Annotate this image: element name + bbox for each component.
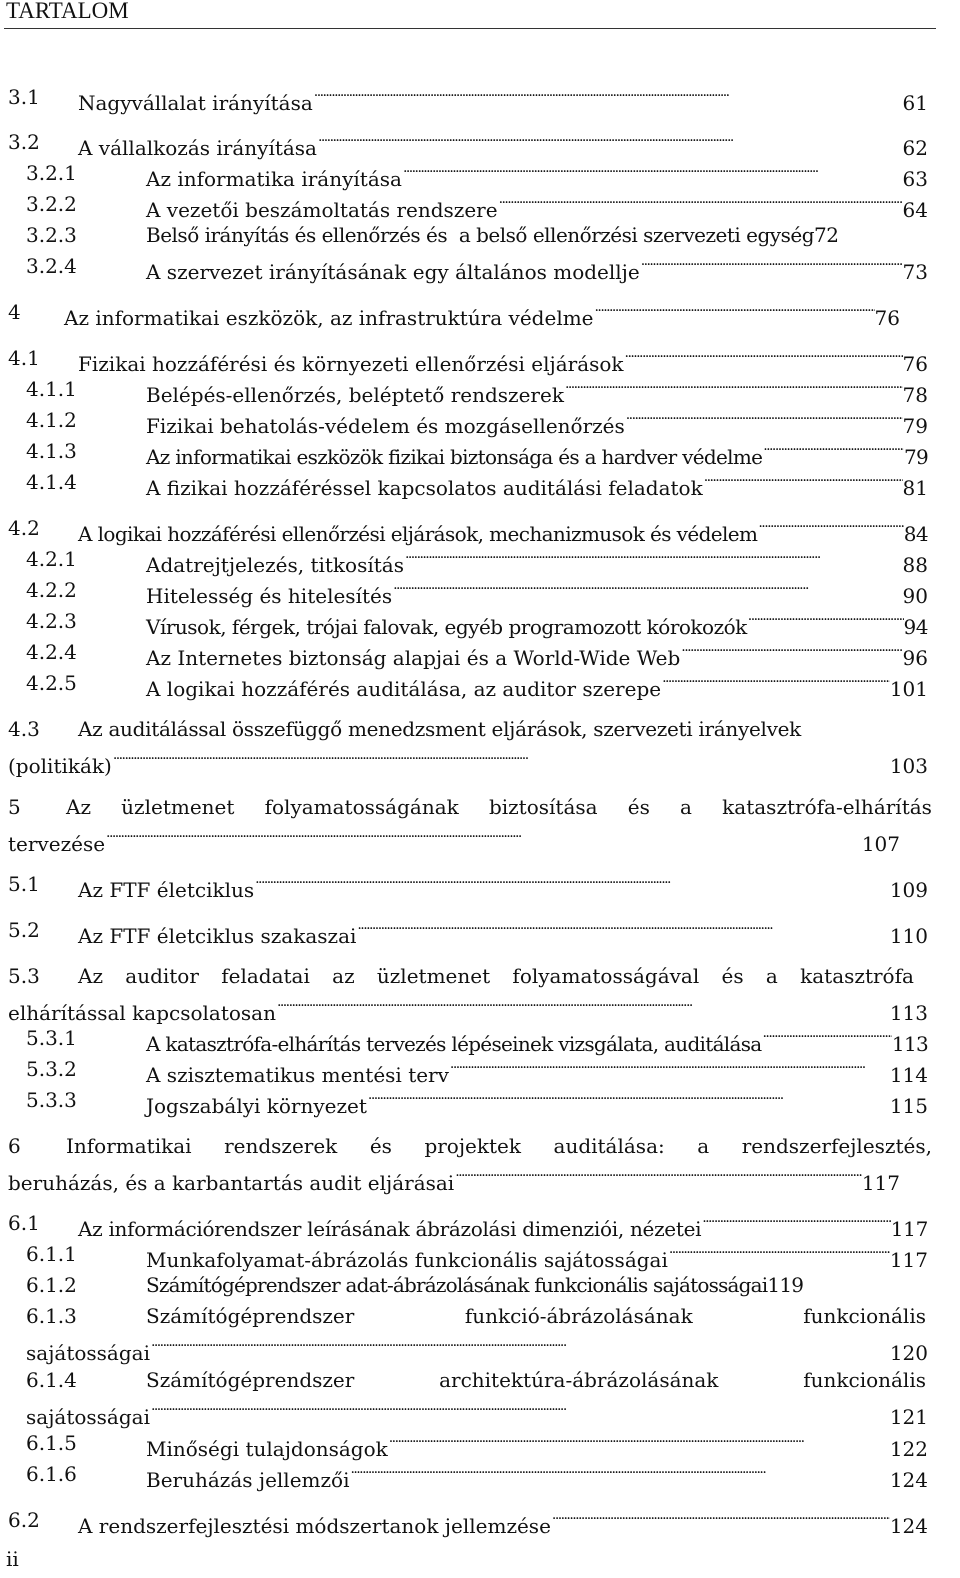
toc-entry-number: 4.1.1 [26, 377, 77, 401]
toc-entry-title: A rendszerfejlesztési módszertanok jellemzése [78, 1514, 551, 1538]
toc-entry-number: 4.1.4 [26, 470, 77, 494]
toc-entry-page: 120 [889, 1341, 928, 1365]
toc-entry-page: 79 [903, 445, 928, 469]
toc-entry-number: 6.1.5 [26, 1431, 77, 1455]
toc-entry-title-word: Számítógéprendszer [146, 1368, 355, 1392]
toc-entry-page: 114 [889, 1063, 928, 1087]
toc-leader-dots [349, 1461, 889, 1487]
toc-entry-number: 3.2.2 [26, 192, 77, 216]
toc-entry-number: 4.3 [8, 717, 40, 741]
toc-leader-dots [317, 129, 903, 155]
toc-entry-title-line2: tervezése [8, 832, 106, 856]
toc-entry-title-word: Számítógéprendszer [146, 1304, 355, 1328]
toc-entry-page: 64 [902, 198, 928, 222]
toc-entry-page: 117 [890, 1217, 928, 1241]
toc-entry-number: 5.3 [8, 964, 40, 988]
toc-entry-number: 4.2.4 [26, 640, 77, 664]
toc-leader-dots [454, 1164, 862, 1190]
toc-entry-number: 6.1.6 [26, 1462, 77, 1486]
toc-entry-title-word: katasztrófa [800, 964, 914, 988]
toc-entry-page: 101 [889, 677, 928, 701]
toc-entry-number: 5.3.3 [26, 1088, 77, 1112]
toc-entry-title: A logikai hozzáférés auditálása, az auditor szerepe [146, 677, 662, 701]
toc-entry-page: 76 [874, 306, 900, 330]
toc-entry-page: 121 [889, 1405, 928, 1429]
toc-entry-page: 88 [902, 553, 928, 577]
toc-entry-title-word: és [721, 964, 744, 988]
toc-entry-5[interactable] [0, 794, 960, 854]
toc-leader-dots [661, 670, 890, 696]
toc-entry-title-line1: Az auditálással összefüggő menedzsment eljárások, szervezeti irányelvek [78, 717, 801, 741]
toc-entry-number: 4 [8, 300, 21, 324]
toc-leader-dots [150, 1334, 890, 1360]
toc-entry-title: A fizikai hozzáféréssel kapcsolatos auditálási feladatok [146, 476, 703, 500]
toc-leader-dots [762, 1025, 892, 1051]
toc-entry-page: 117 [889, 1248, 928, 1272]
toc-leader-dots [150, 1398, 890, 1424]
toc-entry-page: 119 [767, 1273, 804, 1297]
toc-leader-dots [551, 1507, 890, 1533]
toc-entry-title-word: üzletmenet [376, 964, 491, 988]
toc-entry-number: 4.2.2 [26, 578, 77, 602]
toc-leader-dots [564, 376, 903, 402]
toc-leader-dots [747, 608, 904, 634]
toc-entry-page: 124 [889, 1514, 928, 1538]
toc-entry-title: Belépés-ellenőrzés, beléptető rendszerek [146, 383, 564, 407]
toc-entry-number: 3.2.3 [26, 223, 77, 247]
toc-entry-number: 4.1.3 [26, 439, 77, 463]
toc-entry-title-line2: beruházás, és a karbantartás audit eljárásai [8, 1171, 455, 1195]
toc-leader-dots [625, 407, 903, 433]
toc-entry-6[interactable] [0, 1133, 960, 1193]
page-header-title: TARTALOM [6, 0, 129, 23]
toc-entry-title: Az informatikai eszközök fizikai biztonsága és a hardver védelme [146, 445, 763, 469]
toc-entry-title: A logikai hozzáférési ellenőrzési eljárások, mechanizmusok és védelem [78, 522, 758, 546]
toc-entry-number: 4.2.5 [26, 671, 77, 695]
toc-entry-title-word: az [332, 964, 355, 988]
toc-entry-number: 4.2.1 [26, 547, 77, 571]
toc-entry-number: 6.1.1 [26, 1242, 77, 1266]
toc-entry-page: 113 [889, 1001, 928, 1025]
toc-entry-number: 6.1.2 [26, 1273, 77, 1297]
toc-entry-number: 3.2 [8, 130, 40, 154]
toc-leader-dots [392, 577, 902, 603]
toc-entry-title-line2: sajátosságai [26, 1341, 150, 1365]
toc-entry-number: 5.3.2 [26, 1057, 77, 1081]
toc-leader-dots [703, 469, 903, 495]
toc-entry-title: Adatrejtjelezés, titkosítás [146, 553, 404, 577]
toc-leader-dots [680, 639, 902, 665]
toc-entry-title-word: projektek [424, 1134, 521, 1158]
toc-entry-number: 4.2 [8, 516, 40, 540]
toc-entry-title: Belső irányítás és ellenőrzés és a belső ellenőrzési szervezeti egység [146, 223, 814, 247]
toc-entry-title: A vállalkozás irányítása [78, 136, 317, 160]
toc-leader-dots [367, 1087, 890, 1113]
toc-entry-page: 110 [889, 924, 928, 948]
toc-entry-title-word: és [369, 1134, 392, 1158]
toc-entry-number: 4.1 [8, 346, 40, 370]
toc-entry-title-word: funkcionális [803, 1304, 926, 1328]
toc-entry-number: 5.3.1 [26, 1026, 77, 1050]
toc-entry-number: 5.2 [8, 918, 40, 942]
toc-entry-number: 4.1.2 [26, 408, 77, 432]
toc-entry-page: 78 [902, 383, 928, 407]
toc-entry-title-word: auditálása: [553, 1134, 665, 1158]
toc-leader-dots [112, 747, 890, 773]
toc-entry-title: Az Internetes biztonság alapjai és a World-Wide Web [146, 646, 681, 670]
toc-entry-number: 6.2 [8, 1508, 40, 1532]
toc-entry-title-word: Informatikai [66, 1134, 192, 1158]
toc-leader-dots [356, 917, 889, 943]
toc-entry-6-1-3[interactable] [0, 1303, 960, 1363]
toc-entry-title-word: rendszerek [224, 1134, 338, 1158]
toc-entry-number: 4.2.3 [26, 609, 77, 633]
toc-entry-title: Az FTF életciklus szakaszai [78, 924, 357, 948]
toc-entry-title: Hitelesség és hitelesítés [146, 584, 393, 608]
toc-entry-title: Beruházás jellemzői [146, 1468, 350, 1492]
toc-entry-title-word: katasztrófa-elhárítás [722, 795, 932, 819]
toc-entry-title-word: és [627, 795, 650, 819]
toc-entry-page: 122 [889, 1437, 928, 1461]
toc-entry-title-word: biztosítása [488, 795, 598, 819]
toc-leader-dots [594, 299, 875, 325]
toc-entry-page: 62 [902, 136, 928, 160]
toc-entry-title: A vezetői beszámoltatás rendszere [146, 198, 498, 222]
toc-entry-4-3[interactable] [0, 716, 960, 776]
toc-entry-page: 96 [902, 646, 928, 670]
toc-leader-dots [701, 1210, 891, 1236]
toc-entry-page: 76 [902, 352, 928, 376]
toc-entry-page: 81 [902, 476, 928, 500]
toc-entry-title: A katasztrófa-elhárítás tervezés lépéseinek vizsgálata, auditálása [146, 1032, 762, 1056]
toc-leader-dots [388, 1430, 890, 1456]
toc-entry-page: 73 [902, 260, 928, 284]
toc-entry-title-word: Az [66, 795, 91, 819]
toc-entry-title-word: funkcionális [803, 1368, 926, 1392]
toc-entry-number: 3.2.1 [26, 161, 77, 185]
toc-entry-title: Minőségi tulajdonságok [146, 1437, 388, 1461]
toc-entry-title: Munkafolyamat-ábrázolás funkcionális sajátosságai [146, 1248, 668, 1272]
toc-entry-title-word: feladatai [221, 964, 310, 988]
toc-entry-title-word: folyamatosságával [512, 964, 700, 988]
toc-entry-number: 6 [8, 1134, 21, 1158]
toc-leader-dots [313, 84, 903, 110]
toc-entry-title-word: a [680, 795, 692, 819]
toc-entry-number: 3.1 [8, 85, 40, 109]
toc-entry-title-word: rendszerfejlesztés, [741, 1134, 932, 1158]
toc-leader-dots [276, 994, 890, 1020]
toc-entry-number: 6.1 [8, 1211, 40, 1235]
toc-entry-title-word: architektúra-ábrázolásának [439, 1368, 719, 1392]
toc-entry-page: 124 [889, 1468, 928, 1492]
toc-leader-dots [762, 438, 904, 464]
toc-leader-dots [624, 345, 903, 371]
toc-leader-dots [757, 515, 903, 541]
toc-entry-number: 5 [8, 795, 21, 819]
toc-entry-title: Az információrendszer leírásának ábrázolási dimenziói, nézetei [78, 1217, 702, 1241]
toc-entry-number: 6.1.4 [26, 1368, 77, 1392]
toc-entry-title: Nagyvállalat irányítása [78, 91, 313, 115]
toc-entry-title: A szisztematikus mentési terv [146, 1063, 449, 1087]
toc-entry-page: 61 [902, 91, 928, 115]
toc-entry-page: 63 [902, 167, 928, 191]
toc-entry-page: 107 [861, 832, 900, 856]
toc-entry-title-word: auditor [125, 964, 199, 988]
toc-entry-page: 109 [889, 878, 928, 902]
toc-entry-title: Fizikai behatolás-védelem és mozgásellenőrzés [146, 414, 625, 438]
toc-entry-title: Fizikai hozzáférési és környezeti ellenőrzési eljárások [78, 352, 624, 376]
toc-entry-6-1-4[interactable] [0, 1367, 960, 1427]
toc-leader-dots [402, 160, 903, 186]
toc-leader-dots [449, 1056, 890, 1082]
toc-entry-page: 94 [903, 615, 928, 639]
toc-entry-title-word: a [765, 964, 778, 988]
toc-entry-title-word: üzletmenet [121, 795, 235, 819]
toc-entry-title: Az FTF életciklus [78, 878, 255, 902]
toc-leader-dots [404, 546, 903, 572]
toc-entry-number: 5.1 [8, 872, 40, 896]
toc-leader-dots [105, 825, 862, 851]
toc-entry-title: Az informatikai eszközök, az infrastruktúra védelme [64, 306, 594, 330]
toc-entry-title-line2: elhárítással kapcsolatosan [8, 1001, 276, 1025]
toc-entry-title: Az informatika irányítása [146, 167, 402, 191]
toc-leader-dots [640, 253, 903, 279]
toc-leader-dots [254, 871, 890, 897]
toc-entry-title: Vírusok, férgek, trójai falovak, egyéb programozott kórokozók [146, 615, 747, 639]
toc-entry-page: 117 [861, 1171, 900, 1195]
toc-entry-title-word: funkció-ábrázolásának [464, 1304, 693, 1328]
toc-entry-5-3[interactable] [0, 963, 960, 1023]
toc-entry-number: 3.2.4 [26, 254, 77, 278]
toc-entry-number: 6.1.3 [26, 1304, 77, 1328]
toc-entry-title-word: Az [78, 964, 103, 988]
toc-leader-dots [498, 191, 903, 217]
toc-entry-title: Számítógéprendszer adat-ábrázolásának funkcionális sajátosságai [146, 1273, 768, 1297]
footer-page-number: ii [6, 1547, 19, 1571]
header-divider [4, 28, 936, 29]
toc-entry-title: A szervezet irányításának egy általános modellje [146, 260, 640, 284]
toc-entry-page: 113 [891, 1032, 928, 1056]
toc-leader-dots [668, 1241, 890, 1267]
toc-entry-title: Jogszabályi környezet [146, 1094, 367, 1118]
toc-entry-title-word: a [697, 1134, 710, 1158]
toc-entry-page: 84 [903, 522, 928, 546]
toc-entry-title-line2: sajátosságai [26, 1405, 150, 1429]
toc-entry-title-word: folyamatosságának [264, 795, 459, 819]
toc-entry-page: 103 [889, 754, 928, 778]
toc-entry-page: 79 [902, 414, 928, 438]
toc-entry-page: 90 [902, 584, 928, 608]
toc-entry-title-line2: (politikák) [8, 754, 112, 778]
toc-entry-page: 72 [814, 223, 839, 247]
toc-entry-page: 115 [889, 1094, 928, 1118]
